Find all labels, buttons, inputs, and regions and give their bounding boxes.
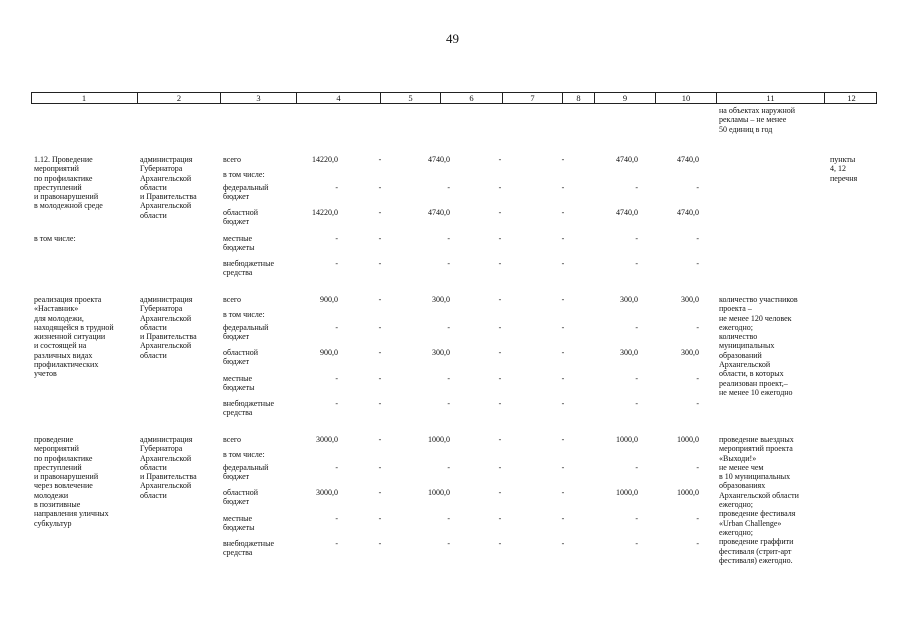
amount-c10: - bbox=[696, 539, 699, 548]
funding-source: областной бюджет bbox=[223, 208, 259, 227]
funding-source: внебюджетные средства bbox=[223, 539, 274, 558]
funding-source: в том числе: bbox=[223, 450, 265, 459]
amount-c6: - bbox=[447, 234, 450, 243]
amount-c10: - bbox=[696, 234, 699, 243]
funding-source: местные бюджеты bbox=[223, 374, 255, 393]
funding-source: областной бюджет bbox=[223, 348, 259, 367]
amount-c8: - bbox=[561, 259, 565, 268]
amount-c10: - bbox=[696, 374, 699, 383]
header-cell-11: 11 bbox=[716, 93, 824, 103]
amount-c5: - bbox=[378, 463, 382, 472]
amount-c5: - bbox=[378, 208, 382, 217]
amount-c8: - bbox=[561, 488, 565, 497]
amount-c4: 900,0 bbox=[320, 348, 338, 357]
amount-c10: 4740,0 bbox=[677, 155, 699, 164]
amount-c4: 14220,0 bbox=[312, 208, 338, 217]
amount-c5: - bbox=[378, 348, 382, 357]
header-cell-3: 3 bbox=[220, 93, 296, 103]
continuation-result-text: на объектах наружной рекламы – не менее 50 единиц в год bbox=[719, 106, 796, 134]
amount-c7: - bbox=[498, 539, 502, 548]
amount-c10: 1000,0 bbox=[677, 488, 699, 497]
amount-c5: - bbox=[378, 488, 382, 497]
amount-c9: - bbox=[635, 234, 638, 243]
amount-c10: - bbox=[696, 183, 699, 192]
amount-c10: 300,0 bbox=[681, 348, 699, 357]
amount-c5: - bbox=[378, 234, 382, 243]
activity-name: проведение мероприятий по профилактике преступлений и правонарушений через вовлечение молодежи в позитивные направления уличных субкультур bbox=[34, 435, 109, 528]
funding-source: всего bbox=[223, 295, 242, 304]
amount-c8: - bbox=[561, 348, 565, 357]
amount-c4: - bbox=[335, 234, 338, 243]
amount-c9: - bbox=[635, 183, 638, 192]
amount-c4: - bbox=[335, 374, 338, 383]
amount-c8: - bbox=[561, 155, 565, 164]
column-header-row bbox=[31, 92, 877, 104]
amount-c6: 4740,0 bbox=[428, 155, 450, 164]
amount-c5: - bbox=[378, 155, 382, 164]
funding-source: всего bbox=[223, 155, 242, 164]
activity-name: 1.12. Проведение мероприятий по профилактике преступлений и правонарушений в молодежной среде bbox=[34, 155, 103, 211]
amount-c9: - bbox=[635, 514, 638, 523]
result-indicator: количество участников проекта – не менее 120 человек ежегодно; количество муниципальных образований Архангельской области, в которых реализован проект,– не менее 10 ежегодно bbox=[719, 295, 798, 397]
amount-c8: - bbox=[561, 435, 565, 444]
amount-c9: - bbox=[635, 463, 638, 472]
funding-source: в том числе: bbox=[223, 310, 265, 319]
amount-c10: 4740,0 bbox=[677, 208, 699, 217]
amount-c7: - bbox=[498, 208, 502, 217]
amount-c5: - bbox=[378, 374, 382, 383]
funding-source: федеральный бюджет bbox=[223, 323, 269, 342]
activity-subtitle: в том числе: bbox=[34, 234, 76, 243]
responsible-executor: администрация Губернатора Архангельской области и Правительства Архангельской области bbox=[140, 295, 197, 360]
amount-c9: 4740,0 bbox=[616, 208, 638, 217]
amount-c7: - bbox=[498, 374, 502, 383]
amount-c10: 1000,0 bbox=[677, 435, 699, 444]
amount-c5: - bbox=[378, 514, 382, 523]
amount-c6: - bbox=[447, 323, 450, 332]
amount-c8: - bbox=[561, 539, 565, 548]
amount-c10: - bbox=[696, 259, 699, 268]
amount-c5: - bbox=[378, 539, 382, 548]
amount-c8: - bbox=[561, 208, 565, 217]
header-cell-9: 9 bbox=[594, 93, 655, 103]
amount-c10: 300,0 bbox=[681, 295, 699, 304]
amount-c6: - bbox=[447, 183, 450, 192]
reference-points: пункты 4, 12 перечня bbox=[830, 155, 858, 183]
amount-c9: - bbox=[635, 323, 638, 332]
page-number: 49 bbox=[446, 31, 459, 46]
amount-c4: - bbox=[335, 463, 338, 472]
amount-c9: - bbox=[635, 399, 638, 408]
amount-c7: - bbox=[498, 463, 502, 472]
amount-c5: - bbox=[378, 259, 382, 268]
header-cell-6: 6 bbox=[440, 93, 502, 103]
responsible-executor: администрация Губернатора Архангельской области и Правительства Архангельской области bbox=[140, 435, 197, 500]
header-cell-1: 1 bbox=[81, 93, 87, 103]
funding-source: областной бюджет bbox=[223, 488, 259, 507]
amount-c8: - bbox=[561, 183, 565, 192]
amount-c9: 4740,0 bbox=[616, 155, 638, 164]
amount-c8: - bbox=[561, 295, 565, 304]
funding-source: в том числе: bbox=[223, 170, 265, 179]
header-cell-7: 7 bbox=[502, 93, 562, 103]
amount-c6: 300,0 bbox=[432, 295, 450, 304]
amount-c9: - bbox=[635, 539, 638, 548]
header-cell-8: 8 bbox=[562, 93, 594, 103]
amount-c10: - bbox=[696, 323, 699, 332]
amount-c7: - bbox=[498, 488, 502, 497]
amount-c9: - bbox=[635, 374, 638, 383]
amount-c9: 1000,0 bbox=[616, 435, 638, 444]
amount-c10: - bbox=[696, 463, 699, 472]
amount-c7: - bbox=[498, 155, 502, 164]
amount-c10: - bbox=[696, 514, 699, 523]
header-cell-5: 5 bbox=[380, 93, 440, 103]
amount-c9: 300,0 bbox=[620, 348, 638, 357]
amount-c4: 900,0 bbox=[320, 295, 338, 304]
funding-source: федеральный бюджет bbox=[223, 183, 269, 202]
funding-source: внебюджетные средства bbox=[223, 399, 274, 418]
activity-name: реализация проекта «Наставник» для молодежи, находящейся в трудной жизненной ситуации и состоящей на различных видах профилактических учетов bbox=[34, 295, 114, 379]
amount-c5: - bbox=[378, 183, 382, 192]
amount-c5: - bbox=[378, 323, 382, 332]
amount-c6: - bbox=[447, 539, 450, 548]
amount-c4: - bbox=[335, 259, 338, 268]
amount-c6: 300,0 bbox=[432, 348, 450, 357]
funding-source: федеральный бюджет bbox=[223, 463, 269, 482]
amount-c8: - bbox=[561, 323, 565, 332]
amount-c6: - bbox=[447, 399, 450, 408]
funding-source: местные бюджеты bbox=[223, 234, 255, 253]
amount-c8: - bbox=[561, 463, 565, 472]
amount-c5: - bbox=[378, 399, 382, 408]
amount-c7: - bbox=[498, 348, 502, 357]
amount-c7: - bbox=[498, 295, 502, 304]
amount-c6: 1000,0 bbox=[428, 435, 450, 444]
amount-c6: 1000,0 bbox=[428, 488, 450, 497]
result-indicator: проведение выездных мероприятий проекта «Выходи!» не менее чем в 10 муниципальных образованиях Архангельской области ежегодно; проведение фестиваля «Urban Challenge» ежегодно; проведение граффити фестиваля (стрит-арт фестиваля) ежегодно. bbox=[719, 435, 799, 565]
amount-c4: - bbox=[335, 539, 338, 548]
amount-c6: - bbox=[447, 374, 450, 383]
amount-c10: - bbox=[696, 399, 699, 408]
amount-c7: - bbox=[498, 435, 502, 444]
amount-c7: - bbox=[498, 234, 502, 243]
amount-c6: - bbox=[447, 514, 450, 523]
amount-c5: - bbox=[378, 435, 382, 444]
amount-c7: - bbox=[498, 399, 502, 408]
amount-c8: - bbox=[561, 399, 565, 408]
amount-c8: - bbox=[561, 234, 565, 243]
amount-c7: - bbox=[498, 323, 502, 332]
funding-source: местные бюджеты bbox=[223, 514, 255, 533]
amount-c6: - bbox=[447, 259, 450, 268]
amount-c8: - bbox=[561, 514, 565, 523]
amount-c4: 3000,0 bbox=[316, 435, 338, 444]
amount-c7: - bbox=[498, 259, 502, 268]
amount-c7: - bbox=[498, 514, 502, 523]
amount-c7: - bbox=[498, 183, 502, 192]
header-cell-12: 12 bbox=[824, 93, 878, 103]
header-cell-2: 2 bbox=[137, 93, 220, 103]
amount-c9: 300,0 bbox=[620, 295, 638, 304]
amount-c9: - bbox=[635, 259, 638, 268]
amount-c6: 4740,0 bbox=[428, 208, 450, 217]
amount-c4: - bbox=[335, 399, 338, 408]
amount-c4: - bbox=[335, 323, 338, 332]
header-cell-4: 4 bbox=[296, 93, 380, 103]
funding-source: внебюджетные средства bbox=[223, 259, 274, 278]
amount-c8: - bbox=[561, 374, 565, 383]
responsible-executor: администрация Губернатора Архангельской области и Правительства Архангельской области bbox=[140, 155, 197, 220]
amount-c6: - bbox=[447, 463, 450, 472]
header-cell-10: 10 bbox=[655, 93, 716, 103]
amount-c9: 1000,0 bbox=[616, 488, 638, 497]
amount-c5: - bbox=[378, 295, 382, 304]
funding-source: всего bbox=[223, 435, 242, 444]
amount-c4: - bbox=[335, 183, 338, 192]
amount-c4: 14220,0 bbox=[312, 155, 338, 164]
amount-c4: 3000,0 bbox=[316, 488, 338, 497]
amount-c4: - bbox=[335, 514, 338, 523]
